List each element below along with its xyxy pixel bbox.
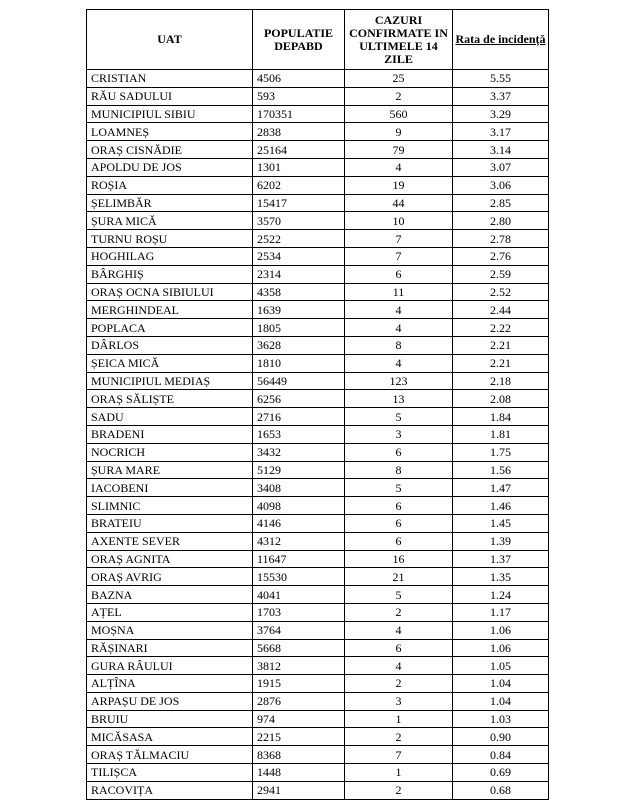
table-row xyxy=(87,657,549,675)
cell-population: 2314 xyxy=(253,265,345,283)
table-row xyxy=(87,408,549,426)
cell-uat: TURNU ROȘU xyxy=(87,230,253,248)
cell-rate: 3.17 xyxy=(453,123,549,141)
table-row xyxy=(87,675,549,693)
cell-cases: 44 xyxy=(345,194,453,212)
table-row xyxy=(87,105,549,123)
table-row xyxy=(87,158,549,176)
table-row xyxy=(87,443,549,461)
cell-rate: 2.80 xyxy=(453,212,549,230)
table-row xyxy=(87,176,549,194)
cell-population: 1639 xyxy=(253,301,345,319)
cell-rate: 2.22 xyxy=(453,319,549,337)
incidence-table xyxy=(86,9,549,800)
cell-population: 974 xyxy=(253,710,345,728)
cell-cases: 5 xyxy=(345,408,453,426)
cell-population: 4098 xyxy=(253,497,345,515)
cell-uat: MERGHINDEAL xyxy=(87,301,253,319)
table-row xyxy=(87,568,549,586)
cell-cases: 10 xyxy=(345,212,453,230)
cell-population: 4358 xyxy=(253,283,345,301)
cell-rate: 3.37 xyxy=(453,87,549,105)
cell-cases: 2 xyxy=(345,603,453,621)
header-rate-label: Rata de incidență xyxy=(455,32,546,46)
cell-population: 8368 xyxy=(253,746,345,764)
cell-rate: 1.46 xyxy=(453,497,549,515)
cell-uat: ORAȘ SĂLIȘTE xyxy=(87,390,253,408)
cell-rate: 1.39 xyxy=(453,532,549,550)
cell-population: 1810 xyxy=(253,354,345,372)
cell-cases: 4 xyxy=(345,621,453,639)
cell-population: 3628 xyxy=(253,336,345,354)
cell-rate: 0.69 xyxy=(453,764,549,782)
cell-uat: MICĂSASA xyxy=(87,728,253,746)
cell-cases: 2 xyxy=(345,781,453,799)
table-body xyxy=(87,70,549,800)
cell-population: 4146 xyxy=(253,514,345,532)
cell-population: 1448 xyxy=(253,764,345,782)
cell-rate: 3.14 xyxy=(453,141,549,159)
cell-cases: 6 xyxy=(345,639,453,657)
table-row xyxy=(87,372,549,390)
cell-population: 3432 xyxy=(253,443,345,461)
cell-cases: 19 xyxy=(345,176,453,194)
cell-population: 1703 xyxy=(253,603,345,621)
cell-rate: 2.52 xyxy=(453,283,549,301)
cell-rate: 1.17 xyxy=(453,603,549,621)
table-row xyxy=(87,390,549,408)
cell-uat: SADU xyxy=(87,408,253,426)
table-row xyxy=(87,461,549,479)
cell-cases: 123 xyxy=(345,372,453,390)
cell-population: 2838 xyxy=(253,123,345,141)
cell-uat: ROȘIA xyxy=(87,176,253,194)
cell-rate: 2.78 xyxy=(453,230,549,248)
cell-population: 5129 xyxy=(253,461,345,479)
cell-uat: GURA RÂULUI xyxy=(87,657,253,675)
table-row xyxy=(87,603,549,621)
table-row xyxy=(87,354,549,372)
table-row xyxy=(87,70,549,88)
cell-population: 11647 xyxy=(253,550,345,568)
cell-population: 1915 xyxy=(253,675,345,693)
table-row xyxy=(87,692,549,710)
cell-rate: 0.90 xyxy=(453,728,549,746)
cell-uat: LOAMNEȘ xyxy=(87,123,253,141)
cell-uat: BÂRGHIȘ xyxy=(87,265,253,283)
cell-cases: 9 xyxy=(345,123,453,141)
cell-uat: BRUIU xyxy=(87,710,253,728)
cell-population: 2716 xyxy=(253,408,345,426)
cell-population: 3570 xyxy=(253,212,345,230)
table-row xyxy=(87,532,549,550)
cell-rate: 2.76 xyxy=(453,247,549,265)
cell-uat: BAZNA xyxy=(87,586,253,604)
cell-uat: RĂU SADULUI xyxy=(87,87,253,105)
cell-rate: 2.21 xyxy=(453,354,549,372)
cell-population: 2522 xyxy=(253,230,345,248)
cell-cases: 2 xyxy=(345,87,453,105)
cell-uat: ȘEICA MICĂ xyxy=(87,354,253,372)
cell-rate: 1.81 xyxy=(453,425,549,443)
cell-population: 5668 xyxy=(253,639,345,657)
cell-rate: 0.84 xyxy=(453,746,549,764)
table-row xyxy=(87,497,549,515)
cell-uat: NOCRICH xyxy=(87,443,253,461)
table-row xyxy=(87,550,549,568)
table-row xyxy=(87,586,549,604)
cell-uat: ALȚÎNA xyxy=(87,675,253,693)
cell-population: 1653 xyxy=(253,425,345,443)
cell-rate: 1.06 xyxy=(453,621,549,639)
cell-uat: SLIMNIC xyxy=(87,497,253,515)
table-row xyxy=(87,123,549,141)
cell-cases: 6 xyxy=(345,532,453,550)
cell-uat: ORAȘ CISNĂDIE xyxy=(87,141,253,159)
cell-uat: CRISTIAN xyxy=(87,70,253,88)
cell-cases: 6 xyxy=(345,497,453,515)
cell-uat: ORAȘ OCNA SIBIULUI xyxy=(87,283,253,301)
cell-uat: ORAȘ TĂLMACIU xyxy=(87,746,253,764)
table-row xyxy=(87,425,549,443)
cell-rate: 1.45 xyxy=(453,514,549,532)
cell-uat: ȘURA MICĂ xyxy=(87,212,253,230)
cell-population: 15417 xyxy=(253,194,345,212)
cell-population: 2876 xyxy=(253,692,345,710)
cell-rate: 1.35 xyxy=(453,568,549,586)
cell-population: 3764 xyxy=(253,621,345,639)
cell-population: 4041 xyxy=(253,586,345,604)
cell-rate: 2.08 xyxy=(453,390,549,408)
cell-uat: IACOBENI xyxy=(87,479,253,497)
table-row xyxy=(87,247,549,265)
cell-cases: 1 xyxy=(345,764,453,782)
table-row xyxy=(87,283,549,301)
header-uat: UAT xyxy=(87,10,253,70)
cell-uat: POPLACA xyxy=(87,319,253,337)
cell-rate: 1.75 xyxy=(453,443,549,461)
cell-population: 2941 xyxy=(253,781,345,799)
table-row xyxy=(87,479,549,497)
table-row xyxy=(87,87,549,105)
cell-cases: 5 xyxy=(345,586,453,604)
cell-cases: 11 xyxy=(345,283,453,301)
cell-uat: ȘELIMBĂR xyxy=(87,194,253,212)
cell-population: 593 xyxy=(253,87,345,105)
cell-rate: 5.55 xyxy=(453,70,549,88)
cell-rate: 2.85 xyxy=(453,194,549,212)
cell-rate: 1.56 xyxy=(453,461,549,479)
cell-rate: 2.18 xyxy=(453,372,549,390)
cell-cases: 2 xyxy=(345,675,453,693)
cell-cases: 7 xyxy=(345,746,453,764)
cell-cases: 8 xyxy=(345,336,453,354)
cell-rate: 2.59 xyxy=(453,265,549,283)
table-row xyxy=(87,514,549,532)
cell-rate: 1.47 xyxy=(453,479,549,497)
cell-uat: HOGHILAG xyxy=(87,247,253,265)
cell-rate: 1.37 xyxy=(453,550,549,568)
cell-uat: RACOVIȚA xyxy=(87,781,253,799)
cell-population: 4506 xyxy=(253,70,345,88)
cell-rate: 2.44 xyxy=(453,301,549,319)
cell-uat: BRATEIU xyxy=(87,514,253,532)
cell-rate: 1.06 xyxy=(453,639,549,657)
table-row xyxy=(87,141,549,159)
table-row xyxy=(87,336,549,354)
cell-uat: ARPAȘU DE JOS xyxy=(87,692,253,710)
table-row xyxy=(87,194,549,212)
table-row xyxy=(87,639,549,657)
cell-population: 2534 xyxy=(253,247,345,265)
cell-uat: APOLDU DE JOS xyxy=(87,158,253,176)
cell-population: 56449 xyxy=(253,372,345,390)
cell-population: 2215 xyxy=(253,728,345,746)
cell-rate: 2.21 xyxy=(453,336,549,354)
table-row xyxy=(87,212,549,230)
cell-rate: 1.03 xyxy=(453,710,549,728)
cell-uat: TILIȘCA xyxy=(87,764,253,782)
table-row xyxy=(87,781,549,799)
header-rate xyxy=(453,10,549,70)
cell-uat: BRADENI xyxy=(87,425,253,443)
table-row xyxy=(87,710,549,728)
cell-rate: 1.84 xyxy=(453,408,549,426)
cell-population: 3408 xyxy=(253,479,345,497)
cell-uat: RĂȘINARI xyxy=(87,639,253,657)
cell-cases: 25 xyxy=(345,70,453,88)
cell-cases: 7 xyxy=(345,230,453,248)
table-row xyxy=(87,621,549,639)
cell-population: 25164 xyxy=(253,141,345,159)
cell-cases: 2 xyxy=(345,728,453,746)
table-row xyxy=(87,230,549,248)
cell-uat: ORAȘ AVRIG xyxy=(87,568,253,586)
cell-cases: 6 xyxy=(345,514,453,532)
cell-cases: 4 xyxy=(345,354,453,372)
cell-rate: 1.04 xyxy=(453,675,549,693)
table-row xyxy=(87,764,549,782)
cell-population: 6256 xyxy=(253,390,345,408)
cell-rate: 3.06 xyxy=(453,176,549,194)
cell-cases: 79 xyxy=(345,141,453,159)
cell-rate: 3.29 xyxy=(453,105,549,123)
cell-cases: 4 xyxy=(345,657,453,675)
cell-population: 1301 xyxy=(253,158,345,176)
header-population: POPULATIE DEPABD xyxy=(253,10,345,70)
cell-uat: MOȘNA xyxy=(87,621,253,639)
table-row xyxy=(87,746,549,764)
table-row xyxy=(87,301,549,319)
cell-cases: 6 xyxy=(345,443,453,461)
cell-rate: 1.05 xyxy=(453,657,549,675)
cell-rate: 1.24 xyxy=(453,586,549,604)
cell-rate: 1.04 xyxy=(453,692,549,710)
cell-uat: MUNICIPIUL SIBIU xyxy=(87,105,253,123)
table-row xyxy=(87,265,549,283)
cell-population: 6202 xyxy=(253,176,345,194)
cell-uat: ȘURA MARE xyxy=(87,461,253,479)
header-cases: CAZURI CONFIRMATE IN ULTIMELE 14 ZILE xyxy=(345,10,453,70)
cell-cases: 4 xyxy=(345,301,453,319)
cell-cases: 1 xyxy=(345,710,453,728)
cell-cases: 4 xyxy=(345,158,453,176)
cell-uat: ORAȘ AGNITA xyxy=(87,550,253,568)
table-row xyxy=(87,728,549,746)
cell-population: 170351 xyxy=(253,105,345,123)
cell-population: 4312 xyxy=(253,532,345,550)
cell-uat: MUNICIPIUL MEDIAȘ xyxy=(87,372,253,390)
cell-cases: 3 xyxy=(345,692,453,710)
cell-rate: 3.07 xyxy=(453,158,549,176)
cell-cases: 3 xyxy=(345,425,453,443)
cell-cases: 7 xyxy=(345,247,453,265)
table-header-row xyxy=(87,10,549,70)
cell-uat: AXENTE SEVER xyxy=(87,532,253,550)
table-row xyxy=(87,319,549,337)
cell-cases: 6 xyxy=(345,265,453,283)
cell-uat: DÂRLOS xyxy=(87,336,253,354)
cell-rate: 0.68 xyxy=(453,781,549,799)
cell-cases: 16 xyxy=(345,550,453,568)
cell-cases: 8 xyxy=(345,461,453,479)
cell-population: 3812 xyxy=(253,657,345,675)
cell-cases: 560 xyxy=(345,105,453,123)
cell-cases: 5 xyxy=(345,479,453,497)
cell-uat: AȚEL xyxy=(87,603,253,621)
cell-cases: 4 xyxy=(345,319,453,337)
cell-population: 1805 xyxy=(253,319,345,337)
cell-cases: 13 xyxy=(345,390,453,408)
cell-population: 15530 xyxy=(253,568,345,586)
cell-cases: 21 xyxy=(345,568,453,586)
